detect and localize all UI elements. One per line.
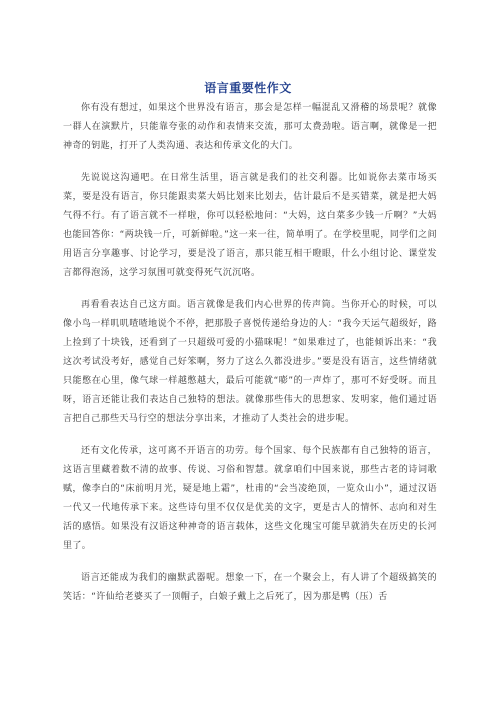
document-title: 语言重要性作文 xyxy=(204,81,292,95)
paragraph: 还有文化传承，这可离不开语言的功劳。每个国家、每个民族都有自己独特的语言，这语言里藏着数不清的故事、传说、习俗和智慧。就拿咱们中国来说，那些古老的诗词歌赋，像李白的“床前明月光，疑是地上霜”，杜甫的“会当凌绝顶，一览众山小”，通过汉语一代又一代地传承下来。这些诗句里不仅仅是优美的文字，更是古人的情怀、志向和对生活的感悟。如果没有汉语这种神奇的语言载体，这些文化瑰宝可能早就消失在历史的长河里了。 xyxy=(63,446,437,551)
paragraph: 你有没有想过，如果这个世界没有语言，那会是怎样一幅混乱又滑稽的场景呢？就像一群人在演默片，只能靠夸张的动作和表情来交流，那可太费劲啦。语言啊，就像是一把神奇的钥匙，打开了人类沟通、表达和传承文化的大门。 xyxy=(63,103,437,151)
paragraph: 语言还能成为我们的幽默武器呢。想象一下，在一个聚会上，有人讲了个超级搞笑的笑话：“许仙给老婆买了一顶帽子，白娘子戴上之后死了，因为那是鸭（压）舌 xyxy=(63,573,437,602)
paragraph: 再看看表达自己这方面。语言就像是我们内心世界的传声筒。当你开心的时候，可以像小鸟一样叽叽喳喳地说个不停，把那股子喜悦传递给身边的人：“我今天运气超级好，路上捡到了十块钱，还看到了一只超级可爱的小猫咪呢！”如果难过了，也能倾诉出来：“我这次考试没考好，感觉自己好笨啊，努力了这么久都没进步。”要是没有语言，这些情绪就只能憋在心里，像气球一样越憋越大，最后可能就“嘭”的一声炸了，那可不好受呀。而且呀，语言还能让我们表达自己独特的想法。就像那些伟大的思想家、发明家，他们通过语言把自己那些天马行空的想法分享出来，才推动了人类社会的进步呢。 xyxy=(63,300,437,424)
document-body xyxy=(63,99,437,620)
paragraph: 先说说这沟通吧。在日常生活里，语言就是我们的社交利器。比如说你去菜市场买菜，要是没有语言，你只能跟卖菜大妈比划来比划去，估计最后不是买错菜，就是把大妈气得不行。有了语言就不一样啦，你可以轻松地问：“大妈，这白菜多少钱一斤啊？”大妈也能回答你：“两块钱一斤，可新鲜啦。”这一来一往，简单明了。在学校里呢，同学们之间用语言分享趣事、讨论学习，要是没了语言，那只能互相干瞪眼，什么小组讨论、课堂发言都得泡汤，这学习氛围可就变得死气沉沉咯。 xyxy=(63,173,437,278)
